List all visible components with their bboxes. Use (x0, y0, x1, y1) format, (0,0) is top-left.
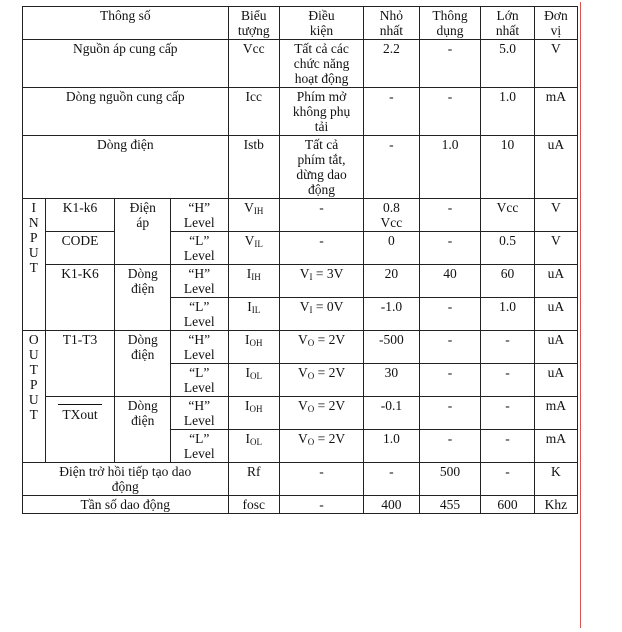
condition-subscript: O (307, 404, 315, 414)
condition-value: = 0V (312, 299, 344, 314)
unit-cell: uA (534, 265, 577, 298)
header-typ: Thông dụng (419, 7, 481, 40)
unit-cell: V (534, 199, 577, 232)
symbol-subscript: IL (251, 305, 261, 315)
unit-cell: mA (534, 88, 577, 136)
min-cell: 20 (364, 265, 420, 298)
unit-cell: V (534, 232, 577, 265)
header-condition: Điều kiện (279, 7, 363, 40)
condition-cell: Phím mở không phụ tải (279, 88, 363, 136)
max-cell: 10 (481, 136, 534, 199)
table-row (23, 199, 578, 232)
condition-value: = 2V (314, 332, 346, 347)
typ-cell: - (419, 430, 481, 463)
min-cell: - (364, 463, 420, 496)
param-cell: Tần số dao động (23, 496, 229, 514)
max-cell: 5.0 (481, 40, 534, 88)
page-margin-line (580, 2, 581, 628)
pin-cell: CODE (45, 232, 115, 265)
table-row (23, 136, 578, 199)
max-cell: 1.0 (481, 88, 534, 136)
min-cell: - (364, 136, 420, 199)
symbol-subscript: IL (254, 239, 263, 249)
param-cell: Nguồn áp cung cấp (23, 40, 229, 88)
symbol-cell (228, 265, 279, 298)
symbol-cell (228, 331, 279, 364)
typ-cell: - (419, 199, 481, 232)
header-unit: Đơn vị (534, 7, 577, 40)
min-cell: 0.8 Vcc (364, 199, 420, 232)
input-side-label: I N P U T (23, 199, 46, 331)
unit-cell: uA (534, 364, 577, 397)
unit-cell: uA (534, 331, 577, 364)
symbol-cell: Istb (228, 136, 279, 199)
level-cell: “H” Level (170, 397, 228, 430)
table-row (23, 265, 578, 298)
condition-cell: - (279, 232, 363, 265)
max-cell: - (481, 364, 534, 397)
condition-subscript: I (309, 305, 313, 315)
param-cell: Dòng điện (23, 136, 229, 199)
condition-main: V (299, 266, 310, 281)
unit-cell: Khz (534, 496, 577, 514)
condition-main: V (297, 332, 308, 347)
symbol-cell: Vcc (228, 40, 279, 88)
unit-cell: uA (534, 136, 577, 199)
symbol-main: I (244, 332, 250, 347)
header-symbol: Biểu tượng (228, 7, 279, 40)
min-cell: 400 (364, 496, 420, 514)
symbol-subscript: OL (249, 437, 262, 447)
symbol-main: V (244, 200, 254, 215)
header-min: Nhỏ nhất (364, 7, 420, 40)
typ-cell: 40 (419, 265, 481, 298)
symbol-subscript: OL (249, 371, 262, 381)
level-cell: “H” Level (170, 265, 228, 298)
level-cell: “H” Level (170, 331, 228, 364)
table-row (23, 496, 578, 514)
max-cell: 1.0 (481, 298, 534, 331)
symbol-main: I (247, 299, 252, 314)
level-cell: “L” Level (170, 232, 228, 265)
header-max: Lớn nhất (481, 7, 534, 40)
min-cell: -0.1 (364, 397, 420, 430)
min-cell: -1.0 (364, 298, 420, 331)
condition-cell: Tất cả các chức năng hoạt động (279, 40, 363, 88)
condition-main: V (297, 365, 308, 380)
symbol-main: I (245, 431, 250, 446)
param-cell: Điện trở hồi tiếp tạo dao động (23, 463, 229, 496)
typ-cell: - (419, 232, 481, 265)
max-cell: Vcc (481, 199, 534, 232)
max-cell: 0.5 (481, 232, 534, 265)
min-cell: - (364, 88, 420, 136)
spec-table-wrapper (22, 6, 578, 514)
table-row (23, 397, 578, 430)
condition-cell (279, 430, 363, 463)
unit-cell: uA (534, 298, 577, 331)
symbol-cell: fosc (228, 496, 279, 514)
condition-value: = 3V (312, 266, 344, 281)
condition-subscript: O (307, 371, 315, 381)
min-cell: 2.2 (364, 40, 420, 88)
kind-cell: Dòng điện (115, 397, 171, 463)
symbol-subscript: OH (249, 404, 263, 414)
condition-cell: - (279, 496, 363, 514)
pin-cell: K1-k6 (45, 199, 115, 232)
condition-cell (279, 331, 363, 364)
min-cell: 0 (364, 232, 420, 265)
unit-cell: K (534, 463, 577, 496)
condition-value: = 2V (314, 431, 346, 446)
condition-subscript: O (307, 437, 315, 447)
typ-cell: - (419, 88, 481, 136)
condition-cell (279, 364, 363, 397)
unit-cell: mA (534, 397, 577, 430)
symbol-cell (228, 199, 279, 232)
symbol-cell (228, 397, 279, 430)
condition-cell: - (279, 463, 363, 496)
symbol-cell (228, 232, 279, 265)
symbol-subscript: IH (253, 206, 264, 216)
condition-subscript: I (309, 272, 313, 282)
symbol-main: I (245, 365, 250, 380)
max-cell: 60 (481, 265, 534, 298)
pin-cell (45, 397, 115, 463)
pin-cell: K1-K6 (45, 265, 115, 331)
condition-main: V (297, 431, 308, 446)
table-row (23, 463, 578, 496)
max-cell: 600 (481, 496, 534, 514)
unit-cell: mA (534, 430, 577, 463)
condition-cell (279, 265, 363, 298)
max-cell: - (481, 430, 534, 463)
kind-cell: Điện áp (115, 199, 171, 265)
max-cell: - (481, 463, 534, 496)
param-cell: Dòng nguồn cung cấp (23, 88, 229, 136)
table-row (23, 331, 578, 364)
typ-cell: - (419, 364, 481, 397)
level-cell: “L” Level (170, 364, 228, 397)
condition-main: V (299, 299, 310, 314)
typ-cell: - (419, 331, 481, 364)
symbol-subscript: OH (249, 338, 263, 348)
condition-value: = 2V (314, 398, 346, 413)
table-row (23, 88, 578, 136)
table-row (23, 232, 578, 265)
level-cell: “H” Level (170, 199, 228, 232)
level-cell: “L” Level (170, 430, 228, 463)
output-side-label: O U T P U T (23, 331, 46, 463)
symbol-cell (228, 430, 279, 463)
max-cell: - (481, 331, 534, 364)
condition-cell: Tất cả phím tắt, dừng dao động (279, 136, 363, 199)
condition-cell (279, 298, 363, 331)
table-row (23, 40, 578, 88)
condition-value: = 2V (314, 365, 346, 380)
level-cell: “L” Level (170, 298, 228, 331)
min-cell: 1.0 (364, 430, 420, 463)
condition-subscript: O (307, 338, 315, 348)
symbol-cell (228, 298, 279, 331)
typ-cell: 1.0 (419, 136, 481, 199)
kind-cell: Dòng điện (115, 331, 171, 397)
spec-table (22, 6, 578, 514)
symbol-cell: Icc (228, 88, 279, 136)
symbol-cell (228, 364, 279, 397)
min-cell: -500 (364, 331, 420, 364)
max-cell: - (481, 397, 534, 430)
typ-cell: - (419, 397, 481, 430)
symbol-cell: Rf (228, 463, 279, 496)
typ-cell: - (419, 40, 481, 88)
typ-cell: - (419, 298, 481, 331)
symbol-subscript: IH (251, 272, 261, 282)
header-param: Thông số (23, 7, 229, 40)
typ-cell: 455 (419, 496, 481, 514)
condition-cell (279, 397, 363, 430)
pin-cell: T1-T3 (45, 331, 115, 397)
overline-divider (58, 404, 102, 405)
symbol-main: V (244, 233, 255, 248)
kind-cell: Dòng điện (115, 265, 171, 331)
condition-main: V (297, 398, 308, 413)
condition-cell: - (279, 199, 363, 232)
symbol-main: I (244, 398, 250, 413)
unit-cell: V (534, 40, 577, 88)
symbol-main: I (246, 266, 252, 281)
min-cell: 30 (364, 364, 420, 397)
typ-cell: 500 (419, 463, 481, 496)
header-row (23, 7, 578, 40)
pin-label: TXout (62, 407, 98, 422)
